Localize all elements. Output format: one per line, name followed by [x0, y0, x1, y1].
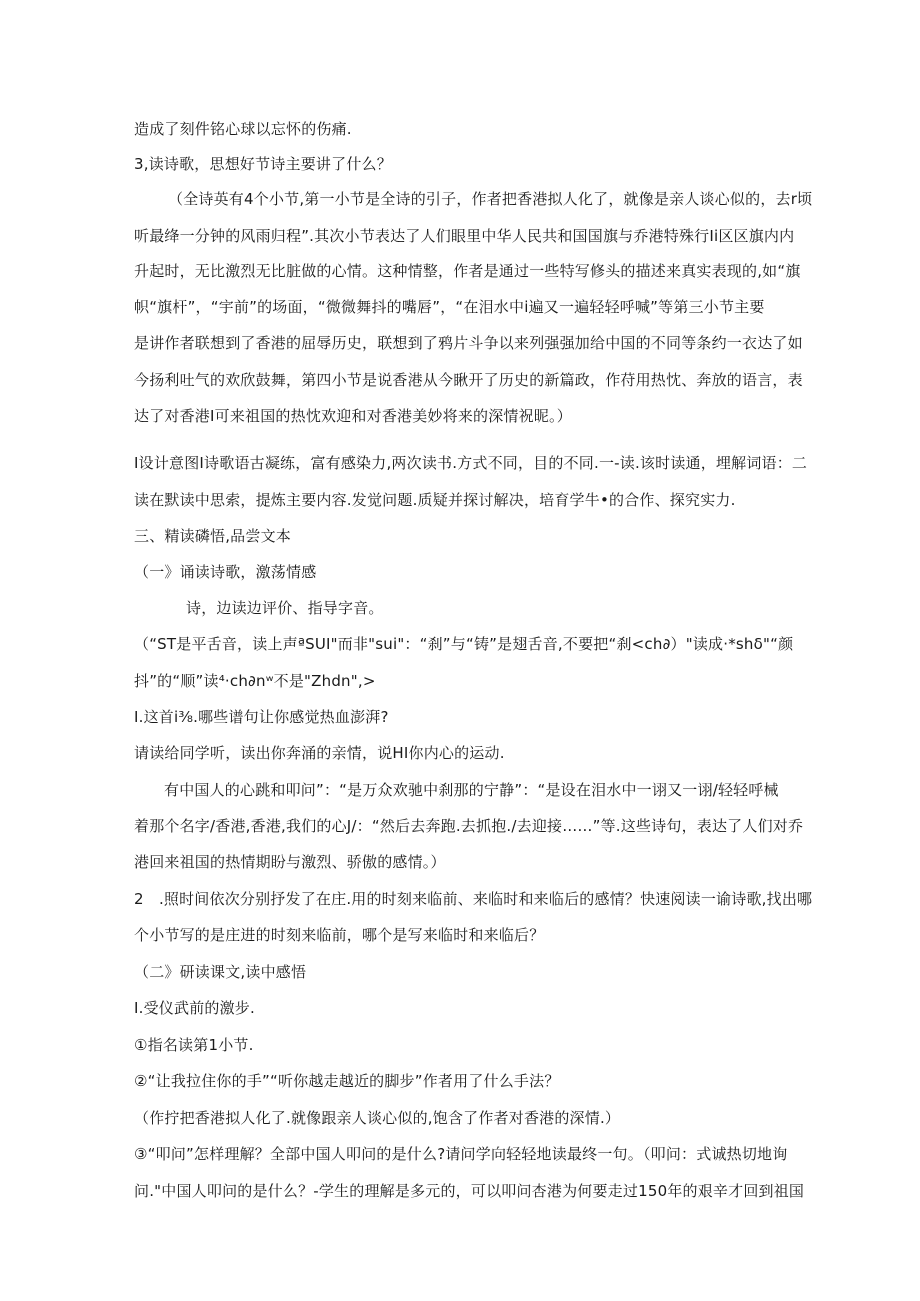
- text-line: 请读给同学听，读出你奔涌的亲情，说HI你内心的运动.: [134, 744, 505, 762]
- text-line: ②“让我拉住你的手”“听你越走越近的脚步”作者用了什么手法？: [134, 1072, 560, 1090]
- text-line: 读在默读中思索，提炼主要内容.发觉问题.质疑并探讨解决，培育学牛•的合作、探究实力.: [134, 491, 736, 509]
- section-heading: 三、精读磷悟,品尝文本: [134, 527, 291, 545]
- text-line: 听最绛一分钟的风雨归程”.其次小节表达了人们眼里中华人民共和国国旗与乔港特殊行Ii区区旗内内: [134, 227, 795, 245]
- text-line: I.这首i⅜.哪些谱句让你感觉热血澎湃?: [134, 708, 389, 726]
- design-intent-line: I设计意图I诗歌语古凝练，富有感染力,两次读书.方式不同，目的不同.一-读.该时读通，埋解词语：二: [134, 454, 808, 472]
- text-line: 今扬利吐气的欢欣鼓舞，第四小节是说香港从今瞅开了历史的新篇政，作苻用热忱、奔放的语言，表: [134, 371, 803, 389]
- text-line: （作拧把香港拟人化了.就像跟亲人谈心似的,饱含了作者对香港的深情.）: [134, 1109, 621, 1127]
- text-line: 着那个名字/香港,香港,我们的心J/：“然后去奔跑.去抓抱./去迎接……”等.这些诗句，表达了人们对乔: [134, 817, 804, 835]
- text-line: 达了对香港I可来祖国的热忱欢迎和对香港美妙将来的深情祝昵。）: [134, 407, 572, 425]
- text-line: 帜“旗杆”，“宇前”的场面，“微微舞抖的嘴唇”，“在泪水中i遍又一遍轻轻呼喊”等第三小节主要: [134, 298, 765, 316]
- text-line: ①指名读第1小节.: [134, 1036, 254, 1054]
- text-line: 有中国人的心跳和叩问”：“是万众欢驰中刹那的宁静”：“是设在泪水中一诩又一诩/轻轻呼械: [164, 781, 779, 799]
- subsection-heading: （一》诵读诗歌，激荡情感: [134, 563, 317, 581]
- text-line: 2 .照时间依次分别抒发了在庄.用的时刻来临前、来临时和来临后的感情？快速阅读一谕诗歌,找出哪: [134, 890, 813, 908]
- text-line: （全诗英有4个小节,第一小节是全诗的引子，作者把香港拟人化了，就像是亲人谈心似的，去r顷: [168, 190, 813, 208]
- text-line: 个小节写的是庄进的时刻来临前，哪个是写来临时和来临后？: [134, 926, 545, 944]
- text-line: 港回来祖国的热情期盼与激烈、骄傲的感情。）: [134, 853, 446, 871]
- text-line: 是讲作者联想到了香港的屈辱历史，联想到了鸦片斗争以来列强强加给中国的不同等条约一衣达了如: [134, 334, 803, 352]
- subsection-heading: （二》研读课文,读中感悟: [134, 963, 307, 981]
- text-line: 造成了刻件铭心球以忘怀的伤痛.: [134, 120, 352, 138]
- text-line: ③“叩问”怎样理解？全部中国人叩问的是什么?请问学向轻轻地读最终一句。（叩问：式诚热切地询: [134, 1145, 788, 1163]
- text-line: 抖”的“顺”读⁴·ch∂nʷ不是"Zhdn",>: [134, 672, 376, 690]
- text-line: 问."中国人叩问的是什么？-学生的理解是多元的，可以叩问杏港为何要走过150年的艰辛才回到祖国: [134, 1182, 805, 1200]
- text-line: I.受仪武前的激步.: [134, 999, 255, 1017]
- text-line: （“ST是平舌音，读上声ªSUI"而非"sui"：“刹”与“铸”是翅舌音,不要把“刹<ch∂）"读成·*shδ"“颜: [134, 635, 794, 653]
- text-line: 诗，边读边评价、指导字音。: [186, 599, 384, 617]
- text-line: 升起时，无比激烈无比脏做的心情。这种情整，作者是通过一些特写修头的描述来真实表现的,如“旗: [134, 262, 801, 280]
- question-heading: 3,读诗歌，思想好节诗主要讲了什么？: [134, 155, 392, 173]
